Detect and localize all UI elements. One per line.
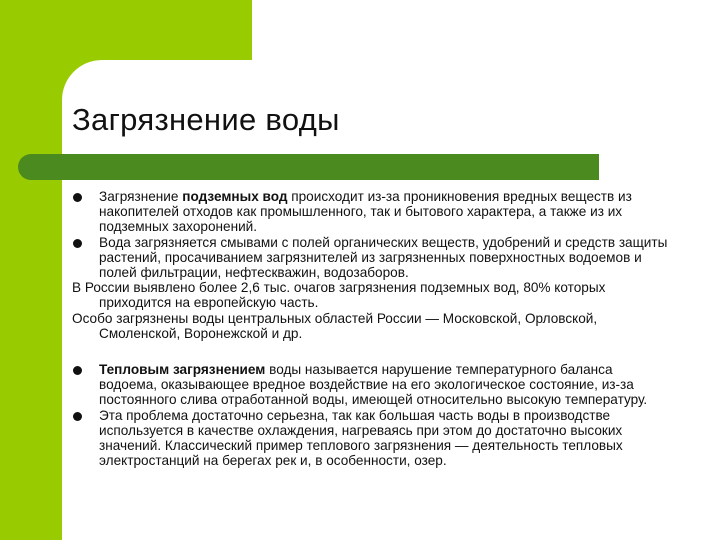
accent-block-left [0, 0, 62, 540]
title-underline-bar [18, 154, 599, 180]
bullet-text-pre: Загрязнение [99, 189, 183, 204]
spacer [72, 341, 672, 362]
bullet-item-cooling [72, 408, 672, 469]
paragraph-russia-sources: В России выявлено более 2,6 тыс. очагов загрязнения подземных вод, 80% которых приходится на европейскую часть. [72, 280, 606, 311]
bullet-item-groundwater [72, 189, 672, 235]
bullet-item-runoff [72, 235, 672, 281]
bullet-text-bold: подземных вод [182, 189, 288, 204]
bullet-text-post: происходит из-за проникновения вредных веществ из накопителей отходов как промышленного, так и бытового характера, а также из их подземных захоронений. [99, 189, 632, 235]
bullet-text-bold: Тепловым загрязнением [99, 362, 266, 378]
bullet-dot-icon [73, 239, 82, 248]
bullet-dot-icon [73, 366, 82, 375]
bullet-text: Эта проблема достаточно серьезна, так как большая часть воды в производстве используется в качестве охлаждения, нагреваясь при этом до достаточно высоких значений. Классический пример теплового загрязнения — деятельность тепловых электростанций на берегах рек и, в особенности, озер. [99, 407, 623, 469]
slide-title: Загрязнение воды [72, 102, 340, 137]
paragraph-central-regions: Особо загрязнены воды центральных областей России — Московской, Орловской, Смоленской, Воронежской и др. [72, 310, 598, 341]
bullet-dot-icon [73, 412, 82, 421]
bullet-item-thermal [72, 362, 672, 408]
slide-body [72, 189, 672, 468]
bullet-text: Вода загрязняется смывами с полей органических веществ, удобрений и средств защиты растений, просачиванием загрязнителей из загрязненных поверхностных водоемов и полей фильтрации, нефтескважин, водозаборов. [99, 234, 668, 281]
bullet-dot-icon [73, 193, 82, 202]
bullet-text-post: воды называется нарушение температурного баланса водоема, оказывающее вредное воздействие на его экологическое состояние, из-за постоянного слива отработанной воды, имеющей относительно высокую температуру. [99, 362, 648, 408]
